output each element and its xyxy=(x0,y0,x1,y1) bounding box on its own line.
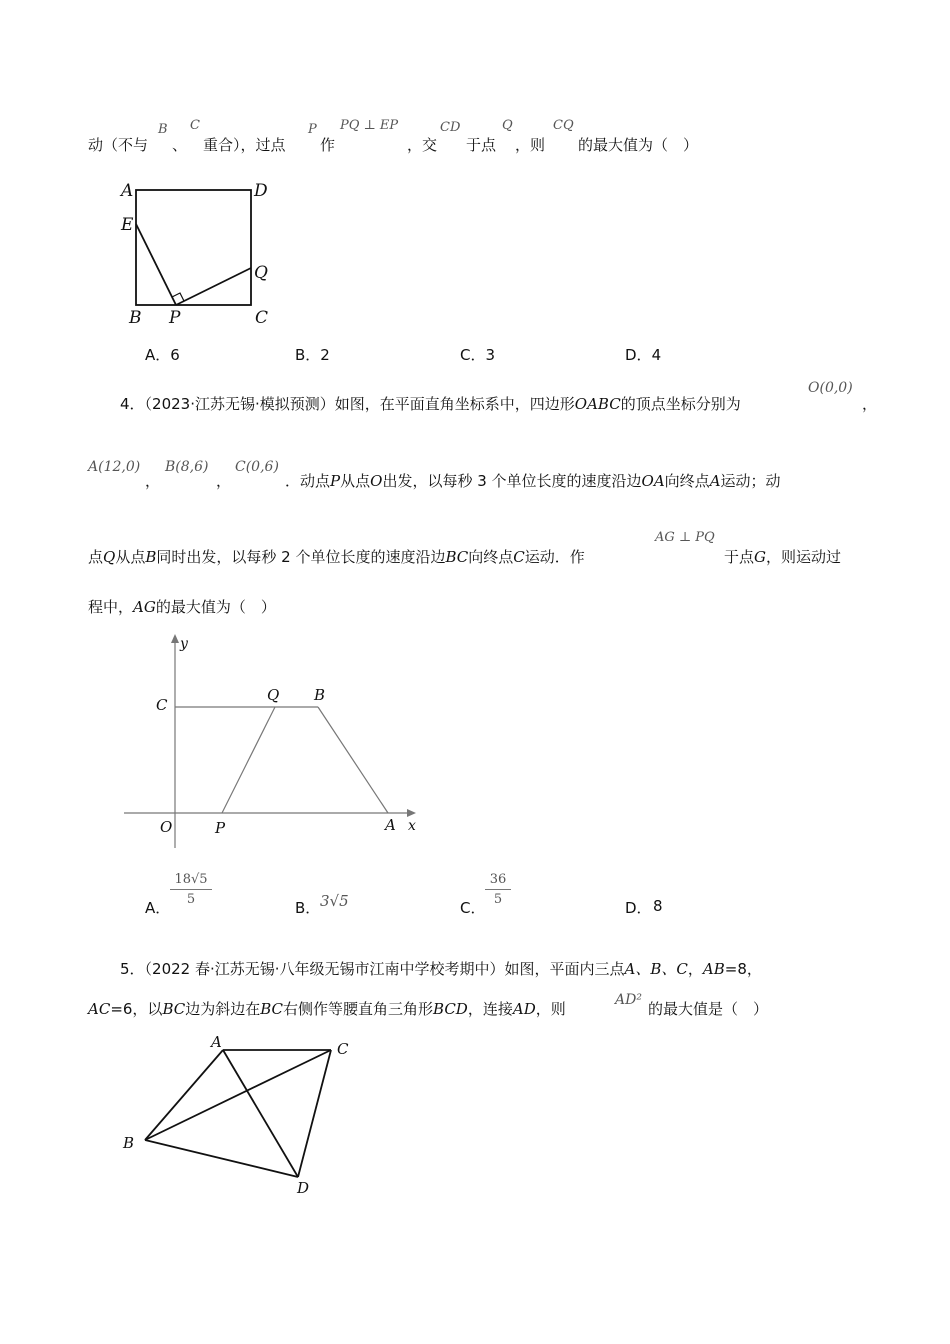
fraction xyxy=(170,872,212,907)
q4-comma: ， xyxy=(145,472,161,490)
q3-math-perp: PQ ⊥ EP xyxy=(340,118,399,133)
q4-y-arrow-icon xyxy=(171,634,179,643)
q5-label-D: D xyxy=(297,1179,310,1197)
option-value: 2 xyxy=(320,346,330,364)
denominator: 5 xyxy=(493,892,503,907)
math-AD: AD xyxy=(512,1000,536,1018)
q4-label-Q: Q xyxy=(267,686,280,704)
q3-label-B: B xyxy=(129,308,142,328)
q3-figure xyxy=(115,178,315,328)
math-C: C xyxy=(513,548,525,566)
q5-line1 xyxy=(120,958,762,979)
q4-label-y: y xyxy=(180,636,188,652)
text: 右侧作等腰直角三角形 xyxy=(283,1000,434,1018)
text: ，连接 xyxy=(467,1000,513,1018)
fraction-bar xyxy=(170,889,212,890)
q4-coord-O: O(0,0) xyxy=(808,380,853,396)
text: 的顶点坐标分别为 xyxy=(620,395,741,413)
math-BC: BC xyxy=(162,1000,186,1018)
q3-label-Q: Q xyxy=(254,263,268,283)
q4-line3-tail xyxy=(724,546,841,567)
q4-line2-text xyxy=(285,470,781,491)
option-letter: B． xyxy=(295,899,321,917)
q3-square xyxy=(136,190,251,305)
q3-text-jiao: ，交 xyxy=(407,136,438,154)
text: =6，以 xyxy=(110,1000,163,1018)
math-Q: Q xyxy=(103,548,116,566)
text: 于点 xyxy=(724,548,755,566)
q5-figure xyxy=(115,1030,375,1200)
option-letter: A． xyxy=(145,899,171,917)
q3-math-C: C xyxy=(190,118,200,133)
q4-label-C: C xyxy=(156,696,168,714)
q4-line3-text xyxy=(88,546,585,567)
numerator: 36 xyxy=(489,872,507,887)
q3-label-E: E xyxy=(121,215,134,235)
text: 从点 xyxy=(340,472,371,490)
option-value: 3 xyxy=(485,346,496,364)
q4-source: （2023·江苏无锡·模拟预测） xyxy=(144,395,335,413)
fraction xyxy=(485,872,511,907)
q5-segment-CD xyxy=(298,1050,331,1177)
math-BC: BC xyxy=(260,1000,284,1018)
text: 点 xyxy=(88,548,104,566)
q4-x-arrow-icon xyxy=(407,809,416,817)
q5-label-C: C xyxy=(337,1040,349,1058)
text: ， xyxy=(687,960,703,978)
q5-segment-AD xyxy=(223,1050,298,1177)
q3-text-prefix: 动（不与 xyxy=(88,136,149,154)
math-AG: AG xyxy=(133,598,156,616)
q4-coord-A: A(12,0) xyxy=(88,459,141,475)
text: 如图，在平面直角坐标系中，四边形 xyxy=(334,395,575,413)
option-value: 6 xyxy=(170,346,180,364)
q4-segment-BA xyxy=(318,707,388,813)
q3-option-d[interactable] xyxy=(625,344,661,365)
q5-math-AD2: AD² xyxy=(615,992,642,1008)
q3-math-CD: CD xyxy=(440,120,461,135)
q5-label-A: A xyxy=(211,1033,222,1051)
q4-comma: ， xyxy=(216,472,232,490)
denominator: 5 xyxy=(186,892,196,907)
q3-text-coincide: 重合），过点 xyxy=(203,136,286,154)
text: ，则运动过 xyxy=(766,548,842,566)
q4-comma: ， xyxy=(862,395,878,413)
q3-option-b[interactable] xyxy=(295,344,330,365)
q4-line1 xyxy=(120,393,741,414)
numerator: 18√5 xyxy=(174,872,208,887)
text: 出发，以每秒 3 个单位长度的速度沿边 xyxy=(382,472,642,490)
option-letter: D． xyxy=(625,899,652,917)
q3-text-ze: ，则 xyxy=(515,136,546,154)
q4-label-P: P xyxy=(215,819,226,837)
math-OA: OA xyxy=(641,472,665,490)
q4-number: 4． xyxy=(120,395,145,413)
text: 如图，平面内三点 xyxy=(504,960,625,978)
fraction-bar xyxy=(485,889,511,890)
q4-segment-PQ xyxy=(222,707,275,813)
q3-label-P: P xyxy=(169,308,181,328)
q3-label-A: A xyxy=(121,181,134,201)
q5-segment-AB xyxy=(145,1050,223,1140)
q4-label-B: B xyxy=(314,686,326,704)
q3-text-zuo: 作 xyxy=(320,136,336,154)
math-ABC: A、B、C xyxy=(624,960,688,978)
text: 程中， xyxy=(88,598,134,616)
q5-label-B: B xyxy=(123,1134,135,1152)
q3-math-CQ: CQ xyxy=(553,118,574,133)
option-letter: C． xyxy=(460,346,486,364)
text: 运动．作 xyxy=(524,548,585,566)
q4-coord-B: B(8,6) xyxy=(165,459,209,475)
q4-label-O: O xyxy=(160,818,173,836)
q3-text-sep: 、 xyxy=(172,136,188,154)
q4-coord-C: C(0,6) xyxy=(235,459,279,475)
option-value: 8 xyxy=(653,897,663,915)
option-letter: C． xyxy=(460,899,486,917)
math-BCD: BCD xyxy=(433,1000,468,1018)
text: ．动点 xyxy=(285,472,331,490)
text: ，则 xyxy=(535,1000,566,1018)
math-O: O xyxy=(370,472,383,490)
q3-segment-PQ xyxy=(176,268,251,305)
math-A: A xyxy=(709,472,721,490)
text: 向终点 xyxy=(468,548,514,566)
math-AC: AC xyxy=(88,1000,111,1018)
q4-line4 xyxy=(88,596,276,617)
q5-number: 5． xyxy=(120,960,145,978)
q4-label-A: A xyxy=(385,816,396,834)
q5-source: （2022 春·江苏无锡·八年级无锡市江南中学校考期中） xyxy=(144,960,505,978)
option-letter: B． xyxy=(295,346,321,364)
q3-text-yudian: 于点 xyxy=(466,136,497,154)
math-AB: AB xyxy=(702,960,725,978)
q5-segment-BC xyxy=(145,1050,331,1140)
text: 运动；动 xyxy=(720,472,781,490)
q4-label-x: x xyxy=(408,818,416,834)
q3-option-a[interactable] xyxy=(145,344,180,365)
text: 的最大值为（ ） xyxy=(155,598,276,616)
math-OABC: OABC xyxy=(574,395,621,413)
math-BC: BC xyxy=(445,548,469,566)
q4-figure xyxy=(120,630,440,860)
q3-option-c[interactable] xyxy=(460,344,495,365)
text: 边为斜边在 xyxy=(185,1000,261,1018)
option-letter: A． xyxy=(145,346,171,364)
q3-segment-EP xyxy=(136,224,176,305)
q3-label-D: D xyxy=(254,181,268,201)
option-value: 3√5 xyxy=(320,892,349,910)
math-P: P xyxy=(330,472,341,490)
option-value: 4 xyxy=(651,346,662,364)
text: =8， xyxy=(724,960,762,978)
q5-segment-BD xyxy=(145,1140,298,1177)
q3-label-C: C xyxy=(255,308,269,328)
text: 从点 xyxy=(115,548,146,566)
q3-math-B: B xyxy=(158,122,168,137)
q4-math-perp: AG ⊥ PQ xyxy=(655,530,715,545)
q5-line2 xyxy=(88,998,566,1019)
q3-text-tail: 的最大值为（ ） xyxy=(578,136,699,154)
q3-math-Q: Q xyxy=(502,118,513,133)
q5-line2-tail: 的最大值是（ ） xyxy=(648,1000,769,1018)
text: 同时出发，以每秒 2 个单位长度的速度沿边 xyxy=(156,548,446,566)
math-G: G xyxy=(754,548,766,566)
q3-math-P: P xyxy=(308,122,317,137)
text: 向终点 xyxy=(664,472,710,490)
math-B: B xyxy=(145,548,157,566)
option-letter: D． xyxy=(625,346,652,364)
